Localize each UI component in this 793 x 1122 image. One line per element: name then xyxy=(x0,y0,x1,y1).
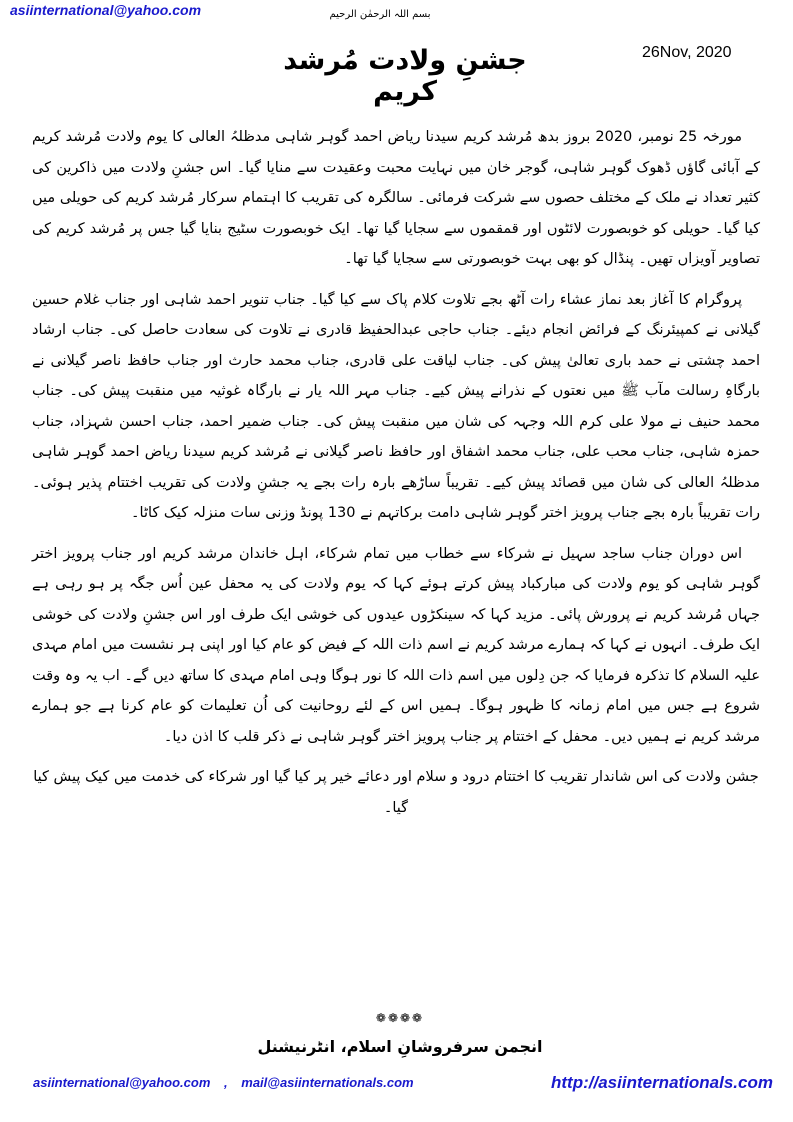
paragraph-3: اس دوران جناب ساجد سہیل نے شرکاء سے خطاب میں تمام شرکاء، اہل خاندان مرشد کریم اور جناب پرویز اختر گوہر شاہی کو یوم ولادت کی مبارکباد پیش کرتے ہوئے کہا کہ یوم ولادت کی یہ محفل عین اُس جگہ پر ہو رہی ہے جہاں مُرشد کریم نے پرورش پائی۔ مزید کہا کہ سینکڑوں عیدوں کی خوشی ایک طرف اور اس جشنِ ولادت کی خوشی ایک طرف۔ انہوں نے کہا کہ ہمارے مرشد کریم نے اسم ذات اللہ کے فیض کو عام کیا اور اپنی ہر نشست میں امام مہدی علیہ السلام کا تذکرہ فرمایا کہ جن دِلوں میں اسم ذات اللہ کا نور ہوگا وہی امام مہدی کا ساتھ دیں گے۔ اب یہ وہ وقت شروع ہے جس میں امام زمانہ کا ظہور ہوگا۔ ہمیں اس کے لئے روحانیت کی اُن تعلیمات کو عام کرنا ہے جو ہمارے مرشد کریم نے ہمیں دیں۔ محفل کے اختتام پر جناب پرویز اختر گوہر شاہی نے ذکر قلب کا اذن دیا۔ xyxy=(32,545,760,745)
page-title: جشنِ ولادت مُرشد کریم xyxy=(283,45,527,107)
paragraph-1: مورخہ 25 نومبر، 2020 بروز بدھ مُرشد کریم سیدنا ریاض احمد گوہر شاہی مدظلہُ العالی کا یوم ولادت مُرشد کریم کے آبائی گاؤں ڈھوک گوہر شاہی، گوجر خان میں نہایت محبت وعقیدت سے منایا گیا۔ اس جشنِ ولادت میں ذاکرین کی کثیر تعداد نے ملک کے مختلف حصوں سے شرکت فرمائی۔ سالگرہ کی تقریب کا اہتمام سرکار مُرشد کریم کی حویلی میں کیا گیا۔ حویلی کو خوبصورت لائٹوں اور قمقموں سے سجایا گیا تھا۔ ایک خوبصورت سٹیج بنایا گیا جس پر مُرشد کریم کی تصاویر آویزاں تھیں۔ پنڈال کو بھی بہت خوبصورتی سے سجایا گیا تھا۔ xyxy=(32,129,760,267)
footer xyxy=(33,1075,773,1095)
paragraph-2: پروگرام کا آغاز بعد نماز عشاء رات آٹھ بجے تلاوت کلام پاک سے کیا گیا۔ جناب تنویر احمد شاہی اور جناب غلام حسین گیلانی نے کمپیئرنگ کے فرائض انجام دیئے۔ جناب حاجی عبدالحفیظ قادری نے تلاوت کی سعادت حاصل کی۔ جناب ارشاد احمد چشتی نے حمد باری تعالیٰ پیش کی۔ جناب لیاقت علی قادری، جناب محمد حارث اور جناب حافظ ناصر گیلانی نے بارگاہِ رسالت مآب ﷺ میں نعتوں کے نذرانے پیش کیے۔ جناب مہر اللہ یار نے بارگاہ غوثیہ میں منقبت پیش کی۔ جناب محمد حنیف نے مولا علی کرم اللہ وجہہ کی شان میں منقبت پیش کی۔ جناب ضمیر احمد، جناب احسن شہزاد، جناب حمزہ شاہی، جناب محب علی، جناب محمد اشفاق اور حافظ ناصر گیلانی نے مُرشد کریم سیدنا ریاض احمد گوہر شاہی مدظلہُ العالی کی شان میں قصائد پیش کیے۔ تقریباً ساڑھے بارہ رات بجے یہ جشنِ ولادت کی تقریب اختتام پذیر ہوئی۔ رات تقریباً بارہ بجے جناب پرویز اختر گوہر شاہی دامت برکاتہم نے 130 پونڈ وزنی سات منزلہ کیک کاٹا۔ xyxy=(32,291,760,521)
footer-website-link[interactable]: http://asiinternationals.com xyxy=(551,1073,773,1092)
ornament-divider: ❁❁❁❁ xyxy=(375,1011,425,1025)
footer-separator: , xyxy=(224,1075,228,1090)
organization-name: انجمن سرفروشانِ اسلام، انٹرنیشنل xyxy=(257,1037,543,1056)
bismillah-heading: بسم اللہ الرحمٰن الرحیم xyxy=(329,9,431,20)
article-body xyxy=(32,122,760,823)
closing-line: جشن ولادت کی اس شاندار تقریب کا اختتام درود و سلام اور دعائے خیر پر کیا گیا اور شرکاء کی خدمت میں کیک پیش کیا گیا۔ xyxy=(33,769,759,816)
footer-email-yahoo[interactable]: asiinternational@yahoo.com xyxy=(33,1075,211,1090)
document-date: 26Nov, 2020 xyxy=(642,44,732,61)
header-email[interactable]: asiinternational@yahoo.com xyxy=(10,2,202,18)
footer-email-mail[interactable]: mail@asiinternationals.com xyxy=(241,1075,414,1090)
